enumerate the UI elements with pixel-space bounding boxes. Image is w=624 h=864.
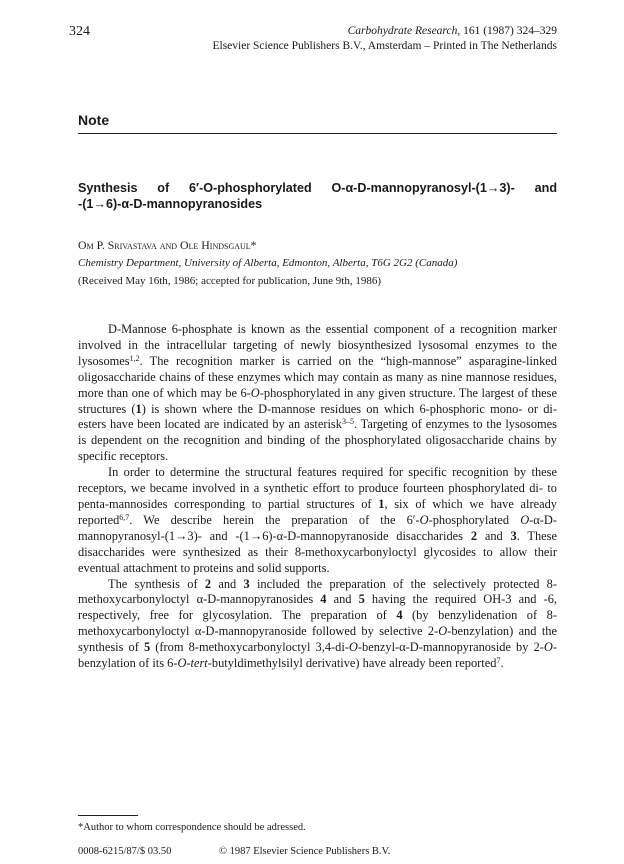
title-word: 6′-O-phosphorylated <box>188 181 312 195</box>
text-run: D <box>543 512 553 527</box>
text-run: In order to determine the structural features required for specific recognition by these receptors, we became involved in a synthetic effort to produce fourteen phosphorylated di- to penta-mannosides corresponding to partial structures of <box>78 465 557 511</box>
journal-volume: 161 (1987) 324–329 <box>460 25 557 37</box>
text-run: and <box>326 592 359 607</box>
text-run: O <box>438 624 448 639</box>
journal-header <box>212 24 557 54</box>
authors: Om P. Srivastava and Ole Hindsgaul* <box>78 238 257 252</box>
text-run: O <box>543 640 553 655</box>
text-run: O <box>250 385 260 400</box>
title-word: of <box>157 181 170 195</box>
title-line-1 <box>78 180 557 196</box>
text-run: O <box>348 640 358 655</box>
reference-mark: 6,7 <box>119 512 130 522</box>
article-body <box>78 322 557 672</box>
text-run: D <box>409 640 419 655</box>
page-number: 324 <box>69 24 90 39</box>
issn-code: 0008-6215/87/$ 03.50 <box>78 846 172 857</box>
text-run: and <box>211 576 244 591</box>
compound-number: 3 <box>243 576 250 591</box>
title-line-2: -(1→6)-α-D-mannopyranosides <box>78 197 263 211</box>
text-run: -mannose residues on which 6-phosphoric mono- or di-esters have been located are indicated by an asterisk <box>78 401 557 432</box>
text-run: . Targeting of enzymes to the lysosomes is dependent on the recognition and binding of the phosphorylated oligosaccharide chains by specific receptors. <box>78 417 557 464</box>
text-run: -mannopyranoside followed by selective 2- <box>214 624 439 639</box>
text-run: D <box>205 624 215 639</box>
title-word: O-α-D-mannopyranosyl-(1→3)- <box>331 181 515 195</box>
text-run: O <box>177 656 187 671</box>
text-run: The synthesis of <box>108 576 205 591</box>
publisher-line: Elsevier Science Publishers B.V., Amsterdam – Printed in The Netherlands <box>212 40 557 52</box>
text-run: -benzylation of its 6- <box>78 640 557 671</box>
text-run: O <box>419 512 429 527</box>
title-word: Synthesis <box>78 181 138 195</box>
text-run: D <box>287 528 297 543</box>
paragraph-1 <box>78 322 557 465</box>
text-run: -α- <box>529 512 544 527</box>
text-run: -Mannose 6-phosphate is known as the essential component of a recognition marker involved in the intracellular targeting of newly biosynthesized lysosomal enzymes to the lysosomes <box>78 322 557 368</box>
footnote: *Author to whom correspondence should be adressed. <box>78 822 306 833</box>
text-run: -mannopyranoside by 2- <box>418 640 544 655</box>
reference-mark: 3–5 <box>341 417 354 427</box>
text-run: ) is shown where the <box>141 401 259 416</box>
compound-number: 5 <box>358 592 365 607</box>
reference-mark: 7 <box>496 656 501 666</box>
text-run: -mannopyranoside disaccharides <box>296 528 471 543</box>
text-run: tert <box>190 656 208 671</box>
text-run: O <box>520 512 530 527</box>
text-run: D <box>258 401 268 416</box>
text-run: -mannopyranosides <box>216 592 321 607</box>
text-run: (by benzylidenation of 8-methoxycarbonyloctyl α- <box>78 608 557 639</box>
section-divider <box>78 133 557 134</box>
compound-number: 4 <box>396 608 403 623</box>
article-title <box>78 180 557 212</box>
reference-mark: 1,2 <box>129 353 140 363</box>
text-run: D <box>207 592 217 607</box>
title-word: and <box>534 181 558 195</box>
paragraph-2 <box>78 465 557 576</box>
paragraph-3 <box>78 577 557 672</box>
received-dates: (Received May 16th, 1986; accepted for publication, June 9th, 1986) <box>78 275 382 287</box>
compound-number: 4 <box>320 592 327 607</box>
text-run: -benzylation) and the synthesis of <box>78 624 558 655</box>
section-label: Note <box>78 112 110 128</box>
journal-citation-line <box>212 24 557 39</box>
compound-number: 3 <box>510 528 517 543</box>
text-run: (from 8-methoxycarbonyloctyl 3,4-di- <box>150 640 349 655</box>
text-run: . <box>500 656 504 671</box>
compound-number: 5 <box>143 640 151 655</box>
footnote-divider <box>78 815 138 816</box>
text-run: . These disaccharides were synthesized as their 8-methoxycarbonyloctyl glycosides to allow their eventual attachment to proteins and solid supports. <box>78 528 557 575</box>
compound-number: 2 <box>470 528 478 543</box>
text-run: -mannopyranosyl-(1→3)- and -(1→6)-α- <box>78 512 558 543</box>
text-run: -benzyl-α- <box>357 640 410 655</box>
text-run: having the required OH-3 and -6, respectively, free for glycosylation. The preparation of <box>78 592 557 623</box>
text-run: . The recognition marker is carried on the “high-mannose” asparagine-linked oligosaccharide chains of these enzymes which may contain as many as nine mannose residues, more than one of which may be 6- <box>78 353 557 400</box>
copyright-notice: © 1987 Elsevier Science Publishers B.V. <box>219 846 391 857</box>
text-run: . We describe herein the preparation of the 6′- <box>129 512 420 527</box>
text-run: -phosphorylated <box>428 512 521 527</box>
text-run: included the preparation of the selectively protected 8-methoxycarbonyloctyl α- <box>78 576 558 607</box>
text-run: , six of which we have already reported <box>78 496 557 527</box>
text-run: -phosphorylated in any given structure. The largest of these structures ( <box>78 385 557 416</box>
affiliation: Chemistry Department, University of Alberta, Edmonton, Alberta, T6G 2G2 (Canada) <box>78 257 458 269</box>
text-run: - <box>186 656 191 671</box>
text-run: -butyldimethylsilyl derivative) have already been reported <box>207 656 497 671</box>
compound-number: 2 <box>204 576 212 591</box>
compound-number: 1 <box>135 401 142 416</box>
compound-number: 1 <box>378 496 385 511</box>
journal-name: Carbohydrate Research, <box>347 25 461 37</box>
text-run: and <box>477 528 511 543</box>
text-run: D <box>108 322 117 336</box>
